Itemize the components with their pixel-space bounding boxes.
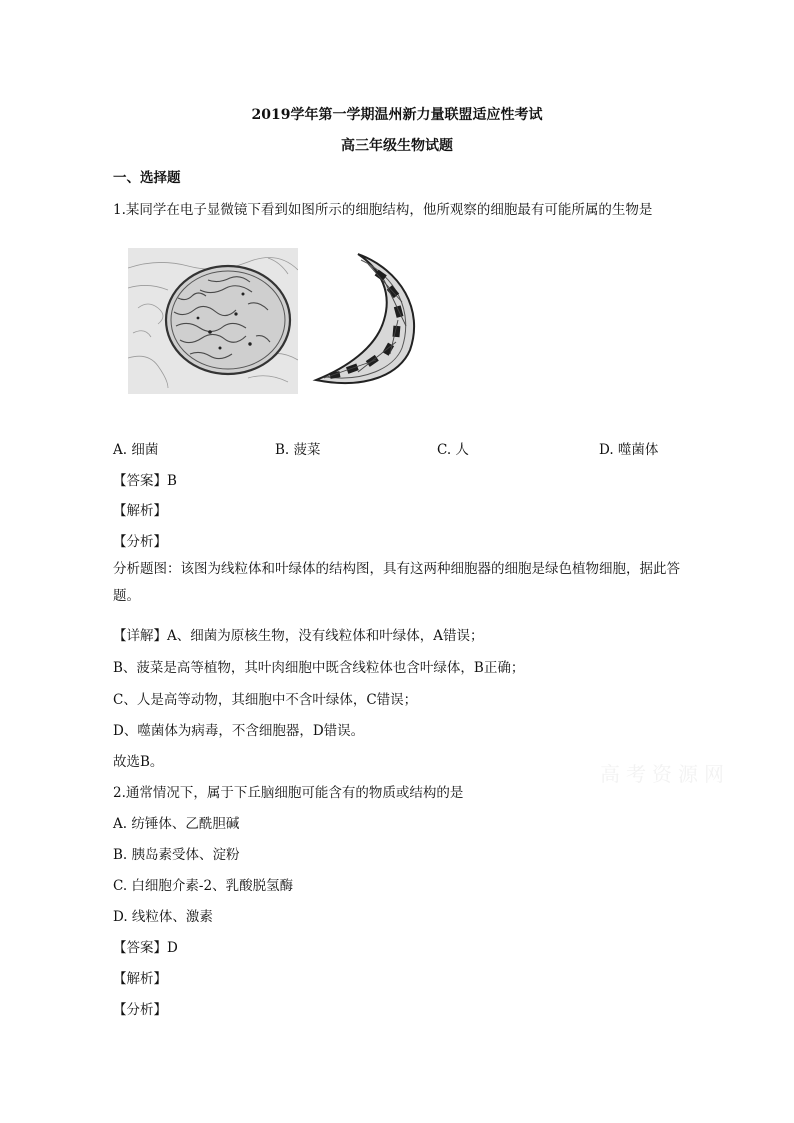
section-heading: 一、选择题 (113, 170, 181, 186)
watermark: 高考资源网 (600, 762, 730, 786)
q1-conclusion: 故选B。 (113, 754, 164, 770)
q2-answer: 【答案】D (113, 940, 178, 956)
q1-option-c: C. 人 (437, 442, 469, 458)
q1-option-d: D. 噬菌体 (599, 442, 659, 458)
q2-option-b: B. 胰岛素受体、淀粉 (113, 847, 240, 863)
q1-option-b: B. 菠菜 (275, 442, 321, 458)
q2-option-c: C. 白细胞介素-2、乳酸脱氢酶 (113, 878, 294, 894)
exam-subtitle: 高三年级生物试题 (341, 138, 453, 154)
q1-analysis-subheading: 【分析】 (113, 534, 167, 550)
q1-detail-line: B、菠菜是高等植物，其叶肉细胞中既含线粒体也含叶绿体，B正确； (113, 660, 525, 676)
exam-title: 2019学年第一学期温州新力量联盟适应性考试 (251, 107, 543, 123)
q1-analysis-text: 分析题图：该图为线粒体和叶绿体的结构图，具有这两种细胞器的细胞是绿色植物细胞，据此答题。 (113, 561, 680, 604)
q1-detail-line: C、人是高等动物，其细胞中不含叶绿体，C错误； (113, 692, 418, 708)
q2-option-d: D. 线粒体、激素 (113, 909, 213, 925)
q1-option-a: A. 细菌 (113, 442, 159, 458)
q1-analysis-heading: 【解析】 (113, 503, 167, 519)
question-2-stem: 2.通常情况下，属于下丘脑细胞可能含有的物质或结构的是 (113, 785, 464, 801)
q1-detail-line: 【详解】A、细菌为原核生物，没有线粒体和叶绿体，A错误； (113, 628, 484, 644)
mitochondrion-micrograph (128, 248, 298, 394)
q2-analysis-heading: 【解析】 (113, 971, 167, 987)
q1-detail-line: D、噬菌体为病毒，不含细胞器，D错误。 (113, 723, 365, 739)
q1-answer: 【答案】B (113, 473, 177, 489)
chloroplast-micrograph (306, 250, 424, 392)
q2-analysis-subheading: 【分析】 (113, 1002, 167, 1018)
question-1-stem: 1.某同学在电子显微镜下看到如图所示的细胞结构，他所观察的细胞最有可能所属的生物是 (113, 202, 653, 218)
q2-option-a: A. 纺锤体、乙酰胆碱 (113, 816, 240, 832)
